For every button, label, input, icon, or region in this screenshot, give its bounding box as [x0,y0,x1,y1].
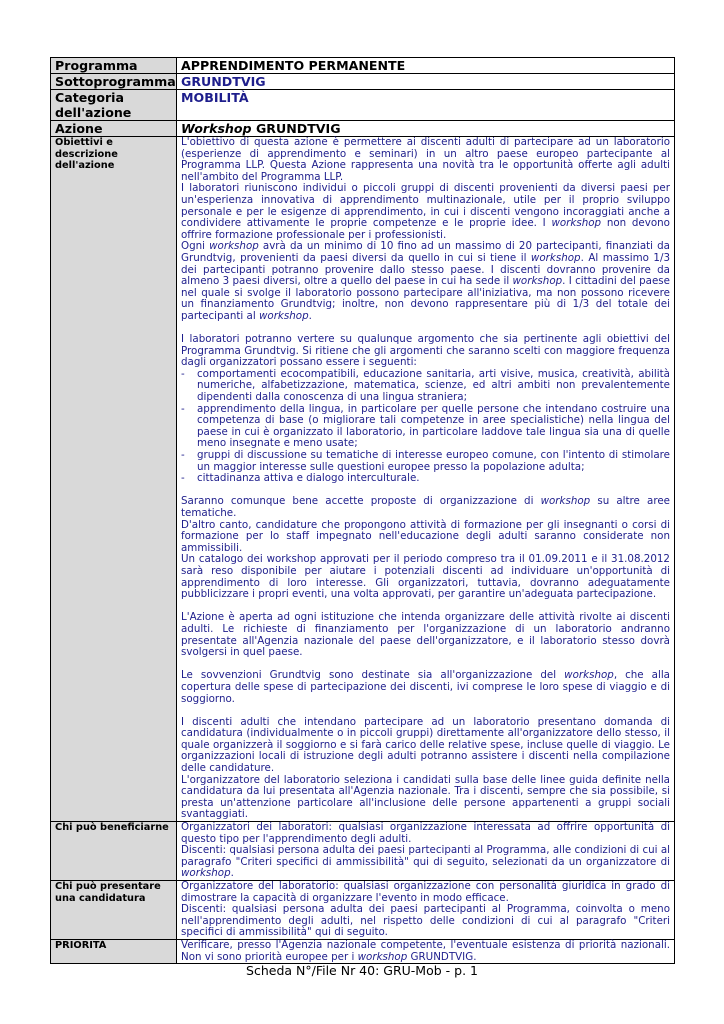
beneficiare-paragraph-2: Discenti: qualsiasi persona adulta dei paesi partecipanti al Programma, alle condizioni di cui al paragrafo "Criteri specifici di ammissibilità" qui di seguito, selezionati da un organizzatore di workshop. [181,844,670,880]
azione-label: Azione [51,121,177,137]
candidatura-paragraph-1: Organizzatore del laboratorio: qualsiasi organizzazione con personalità giuridica in grado di dimostrare la capacità di organizzare l'evento in modo efficace. [181,880,670,904]
obiettivi-paragraph-7: Un catalogo dei workshop approvati per il periodo compreso tra il 01.09.2011 e il 31.08.2012 sarà reso disponibile per aiutare i potenziali discenti ad individuare un'opportunità di apprendimento di loro interesse. Gli organizzatori, tuttavia, dovranno adeguatamente pubblicizzare i propri eventi, una volta approvati, per garantire un'adeguata partecipazione. [181,553,670,601]
obiettivi-description [177,137,675,822]
obiettivi-paragraph-2: I laboratori riuniscono individui o piccoli gruppi di discenti provenienti da diversi paesi per un'esperienza innovativa di apprendimento multinazionale, utile per il proprio sviluppo personale e per le esigenze di apprendimento, in cui i discenti vengono incoraggiati anche a condividere attivamente le proprie competenze e le proprie idee. I workshop non devono offrire formazione professionale per i professionisti. [181,182,670,241]
sottoprogramma-label: Sottoprogramma [51,74,177,90]
priorita-label: PRIORITÀ [51,939,177,963]
azione-value-rest: GRUNDTVIG [251,121,341,136]
azione-value-italic: Workshop [181,121,252,136]
row-obiettivi [51,137,675,822]
beneficiare-label: Chi può beneficiarne [51,822,177,881]
obiettivi-paragraph-1: L'obiettivo di questa azione è permettere ai discenti adulti di partecipare ad un laboratorio (esperienze di apprendimento e seminari) in un altro paese europeo partecipante al Programma LLP. Questa Azione rappresenta una novità tra le opportunità offerte agli adulti nell'ambito del Programma LLP. [181,136,670,183]
row-programma [51,58,675,74]
categoria-value: MOBILITÀ [177,90,675,121]
obiettivi-paragraph-4: I laboratori potranno vertere su qualunque argomento che sia pertinente agli obiettivi del Programma Grundtvig. Si ritiene che gli argomenti che saranno scelti con maggiore frequenza dagli organizzatori possano essere i seguenti: [181,333,670,369]
priorita-description [177,939,675,963]
obiettivi-label: Obiettivi e descrizione dell'azione [51,137,177,822]
candidatura-label: Chi può presentare una candidatura [51,881,177,940]
obiettivi-paragraph-9: Le sovvenzioni Grundtvig sono destinate sia all'organizzazione del workshop, che alla copertura delle spese di partecipazione dei discenti, ivi comprese le loro spese di viaggio e di soggiorno. [181,669,670,705]
beneficiare-paragraph-1: Organizzatori dei laboratori: qualsiasi organizzazione interessata ad offrire opportunità di questo tipo per l'apprendimento degli adulti. [181,821,670,845]
obiettivi-paragraph-10: I discenti adulti che intendano partecipare ad un laboratorio presentano domanda di candidatura (individualmente o in piccoli gruppi) direttamente all'organizzatore dello stesso, il quale organizzerà il soggiorno e si farà carico delle relative spese, incluse quelle di viaggio. Le organizzazioni locali di istruzione degli adulti potranno assistere i discenti nella compilazione delle candidature. [181,715,670,775]
row-beneficiare [51,822,675,881]
obiettivi-paragraph-11: L'organizzatore del laboratorio seleziona i candidati sulla base delle linee guida definite nella candidatura da lui presentata all'Agenzia nazionale. Tra i discenti, sempre che sia possibile, si presta un'attenzione particolare all'inclusione delle persone appartenenti a gruppi sociali svantaggiati. [181,773,670,821]
beneficiare-description [177,822,675,881]
obiettivi-paragraph-8: L'Azione è aperta ad ogni istituzione che intenda organizzare delle attività rivolte ai discenti adulti. Le richieste di finanziamento per l'organizzazione di un laboratorio andranno presentate all'Agenzia nazionale del paese dell'organizzatore, e il laboratorio stesso dovrà svolgersi in quel paese. [181,611,670,659]
programma-label: Programma [51,58,177,74]
list-item: - gruppi di discussione su tematiche di interesse europeo comune, con l'intento di stimolare un maggior interesse sulle questioni europee presso la popolazione adulta; [181,449,670,473]
candidatura-description [177,881,675,940]
sottoprogramma-value: GRUNDTVIG [177,74,675,90]
list-item: - apprendimento della lingua, in particolare per quelle persone che intendano costruire una competenza di base (o migliorare tali competenze in aree specialistiche) nella lingua del paese in cui è organizzato il laboratorio, in particolare laddove tale lingua sia una di quelle meno insegnate e meno usate; [181,402,670,450]
azione-value [177,121,675,137]
topics-list [181,369,670,485]
row-candidatura [51,881,675,940]
row-azione [51,121,675,137]
row-priorita [51,939,675,963]
candidatura-paragraph-2: Discenti: qualsiasi persona adulta dei paesi partecipanti al Programma, coinvolta o meno nell'apprendimento degli adulti, nel rispetto delle condizioni di cui al paragrafo "Criteri specifici di ammissibilità" qui di seguito. [181,903,670,939]
list-item: - comportamenti ecocompatibili, educazione sanitaria, arti visive, musica, creatività, abilità numeriche, alfabetizzazione, matematica, scienze, ed altri ambiti non prevalentemente dipendenti dalla conoscenza di una lingua straniera; [181,367,670,404]
priorita-paragraph-1: Verificare, presso l'Agenzia nazionale competente, l'eventuale esistenza di priorità nazionali. Non vi sono priorità europee per i workshop GRUNDTVIG. [181,938,670,963]
row-categoria [51,90,675,121]
program-sheet-table [50,57,675,964]
obiettivi-paragraph-5: Saranno comunque bene accette proposte di organizzazione di workshop su altre aree tematiche. [181,495,670,519]
page-footer: Scheda N°/File Nr 40: GRU-Mob - p. 1 [246,963,478,978]
programma-value: APPRENDIMENTO PERMANENTE [177,58,675,74]
categoria-label: Categoria dell'azione [51,90,177,121]
obiettivi-paragraph-3: Ogni workshop avrà da un minimo di 10 fino ad un massimo di 20 partecipanti, finanziati da Grundtvig, provenienti da paesi diversi da quello in cui si tiene il workshop. Al massimo 1/3 dei partecipanti potranno provenire dallo stesso paese. I discenti dovranno provenire da almeno 3 paesi diversi, oltre a quello del paese in cui ha sede il workshop. I cittadini del paese nel quale si svolge il laboratorio possono partecipare all'iniziativa, ma non possono ricevere un finanziamento Grundtvig; inoltre, non devono rappresentare più di 1/3 del totale dei partecipanti al workshop. [181,240,670,322]
list-item: - cittadinanza attiva e dialogo interculturale. [181,472,420,485]
row-sottoprogramma [51,74,675,90]
obiettivi-paragraph-6: D'altro canto, candidature che propongono attività di formazione per gli insegnanti o corsi di formazione per lo staff impegnato nell'educazione degli adulti saranno considerate non ammissibili. [181,518,670,554]
